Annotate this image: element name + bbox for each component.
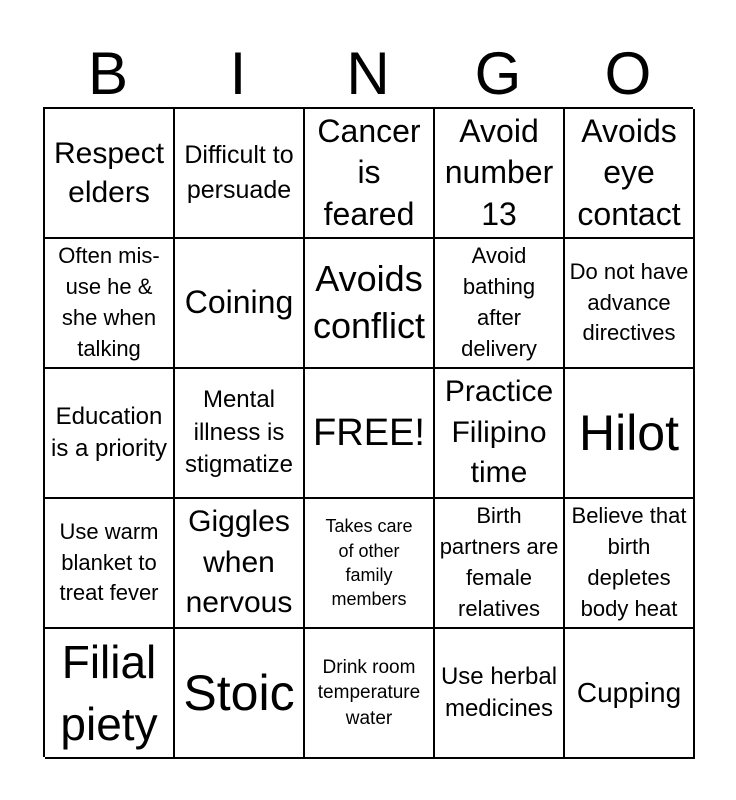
header-letter-g: G xyxy=(474,40,522,107)
bingo-header xyxy=(43,40,693,108)
bingo-cell[interactable]: Use warm blanket to treat fever xyxy=(45,499,175,629)
bingo-cell[interactable]: Use herbal medicines xyxy=(435,629,565,759)
header-letter-n: N xyxy=(346,40,390,107)
bingo-cell[interactable]: Often mis-use he & she when talking xyxy=(45,239,175,369)
free-space-cell[interactable]: FREE! xyxy=(305,369,435,499)
bingo-cell[interactable]: Difficult to persuade xyxy=(175,109,305,239)
bingo-cell[interactable]: Cancer is feared xyxy=(305,109,435,239)
header-letter-i: I xyxy=(229,40,247,107)
bingo-cell[interactable]: Avoids eye contact xyxy=(565,109,695,239)
bingo-grid xyxy=(43,107,693,757)
bingo-cell[interactable]: Respect elders xyxy=(45,109,175,239)
bingo-cell[interactable]: Hilot xyxy=(565,369,695,499)
bingo-cell[interactable]: Coining xyxy=(175,239,305,369)
header-letter-o: O xyxy=(604,40,652,107)
bingo-cell[interactable]: Filial piety xyxy=(45,629,175,759)
bingo-cell[interactable]: Avoid bathing after delivery xyxy=(435,239,565,369)
bingo-cell[interactable]: Believe that birth depletes body heat xyxy=(565,499,695,629)
bingo-cell[interactable]: Stoic xyxy=(175,629,305,759)
bingo-cell[interactable]: Avoids conflict xyxy=(305,239,435,369)
header-letter-b: B xyxy=(87,40,129,107)
bingo-cell[interactable]: Practice Filipino time xyxy=(435,369,565,499)
bingo-cell[interactable]: Takes care of other family members xyxy=(305,499,435,629)
bingo-cell[interactable]: Cupping xyxy=(565,629,695,759)
bingo-cell[interactable]: Birth partners are female relatives xyxy=(435,499,565,629)
bingo-cell[interactable]: Avoid number 13 xyxy=(435,109,565,239)
bingo-cell[interactable]: Giggles when nervous xyxy=(175,499,305,629)
bingo-cell[interactable]: Drink room temperature water xyxy=(305,629,435,759)
bingo-cell[interactable]: Do not have advance directives xyxy=(565,239,695,369)
bingo-cell[interactable]: Education is a priority xyxy=(45,369,175,499)
bingo-cell[interactable]: Mental illness is stigmatize xyxy=(175,369,305,499)
